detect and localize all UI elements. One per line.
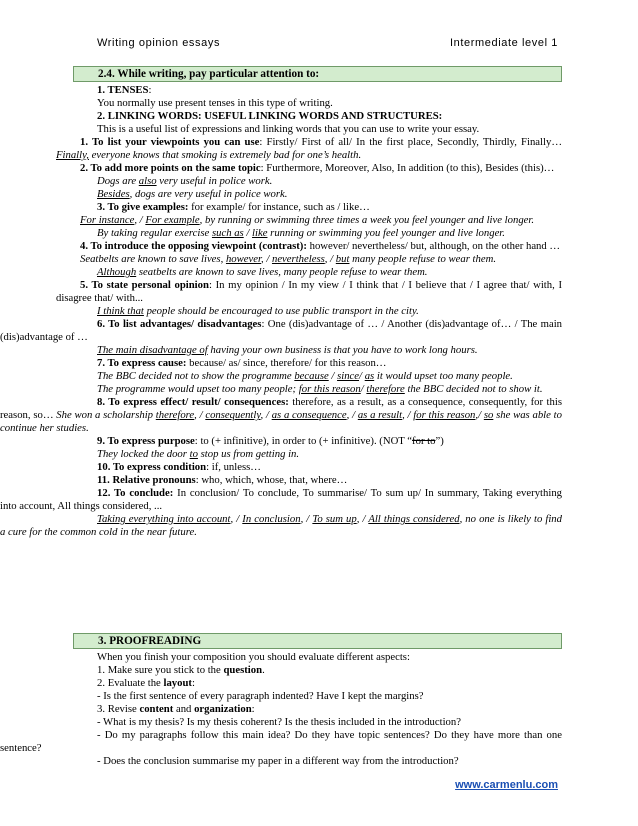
item-advantages: 6. To list advantages/ disadvantages: One (dis)advantage of … / Another (dis)advantage of… / The main (dis)advantage of … (0, 318, 563, 343)
example-opposing-1: Seatbelts are known to save lives, however, / nevertheless, / but many people refuse to wear them. (80, 253, 496, 265)
item-personal-opinion: 5. To state personal opinion: In my opinion / In my view / I think that / I believe that / I agree that/ with, I disagree that/ with... (56, 279, 562, 304)
header-title: Writing opinion essays (97, 37, 221, 49)
item-purpose: 9. To express purpose: to (+ infinitive), in order to (+ infinitive). (NOT “for to”) (97, 435, 444, 447)
example-cause-1: The BBC decided not to show the programme because / since/ as it would upset too many people. (97, 370, 513, 382)
proofreading-section-body (0, 651, 562, 768)
proof-question-conclusion: - Does the conclusion summarise my paper in a different way from the introduction? (97, 755, 459, 767)
example-add-points-2: Besides, dogs are very useful in police work. (97, 188, 288, 200)
example-give-examples-1: For instance, / For example, by running or swimming three times a week you feel younger and live longer. (80, 214, 535, 226)
example-advantages: The main disadvantage of having your own business is that you have to work long hours. (97, 344, 478, 356)
proof-step-question: 1. Make sure you stick to the question. (97, 664, 265, 676)
example-opposing-2: Although seatbelts are known to save lives, many people refuse to wear them. (97, 266, 428, 278)
example-personal-opinion: I think that people should be encouraged to use public transport in the city. (97, 305, 419, 317)
item-effect: 8. To express effect/ result/ consequences: therefore, as a result, as a consequence, consequently, for this reason, so… She won a scholarship therefore, / consequently, / as a consequence, / as a result, / for this reason,/ so she was able to continue her studies. (0, 396, 562, 434)
proof-question-thesis: - What is my thesis? Is my thesis coherent? Is the thesis included in the introduction? (97, 716, 461, 728)
proof-step-content: 3. Revise content and organization: (97, 703, 255, 715)
example-cause-2: The programme would upset too many people; for this reason/ therefore the BBC decided not to show it. (97, 383, 543, 395)
proof-step-layout: 2. Evaluate the layout: (97, 677, 195, 689)
section-title-proofreading: 3. PROOFREADING (73, 633, 562, 649)
item-relative-pronouns: 11. Relative pronouns: who, which, whose, that, where… (97, 474, 348, 486)
proof-layout-question: - Is the first sentence of every paragraph indented? Have I kept the margins? (97, 690, 424, 702)
header-level: Intermediate level 1 (450, 37, 558, 49)
item-condition: 10. To express condition: if, unless… (97, 461, 261, 473)
proof-question-paragraphs: - Do my paragraphs follow this main idea? Do they have topic sentences? Do they have more than one sentence? (0, 729, 562, 754)
item-list-viewpoints: 1. To list your viewpoints you can use: Firstly/ First of all/ In the first place, Secondly, Thirdly, Finally… Finally, everyone knows that smoking is extremely bad for one’s health. (56, 136, 563, 161)
example-give-examples-2: By taking regular exercise such as / like running or swimming you feel younger and live longer. (97, 227, 505, 239)
item-cause: 7. To express cause: because/ as/ since, therefore/ for this reason… (97, 357, 387, 369)
section-title-writing: 2.4. While writing, pay particular attention to: (73, 66, 562, 82)
example-conclude: Taking everything into account, / In conclusion, / To sum up, / All things considered, no one is likely to find a cure for the common cold in the near future. (0, 513, 562, 538)
tenses-text: You normally use present tenses in this type of writing. (97, 97, 333, 109)
linking-heading: 2. LINKING WORDS: USEFUL LINKING WORDS AND STRUCTURES: (97, 110, 443, 122)
item-give-examples: 3. To give examples: for example/ for instance, such as / like… (97, 201, 370, 213)
tenses-heading: 1. TENSES: (97, 84, 152, 96)
example-add-points-1: Dogs are also very useful in police work. (97, 175, 273, 187)
proof-intro: When you finish your composition you should evaluate different aspects: (97, 651, 410, 663)
example-purpose: They locked the door to stop us from getting in. (97, 448, 300, 460)
writing-section-body (0, 84, 563, 539)
footer-website-link[interactable]: www.carmenlu.com (455, 779, 558, 791)
item-add-points: 2. To add more points on the same topic: Furthermore, Moreover, Also, In addition (to this), Besides (this)… (80, 162, 555, 174)
item-opposing-viewpoint: 4. To introduce the opposing viewpoint (contrast): however/ nevertheless/ but, although, on the other hand … (80, 240, 561, 252)
item-conclude: 12. To conclude: In conclusion/ To conclude, To summarise/ To sum up/ In summary, Taking everything into account, All things considered, ... (0, 487, 563, 512)
linking-intro: This is a useful list of expressions and linking words that you can use to write your essay. (97, 123, 480, 135)
